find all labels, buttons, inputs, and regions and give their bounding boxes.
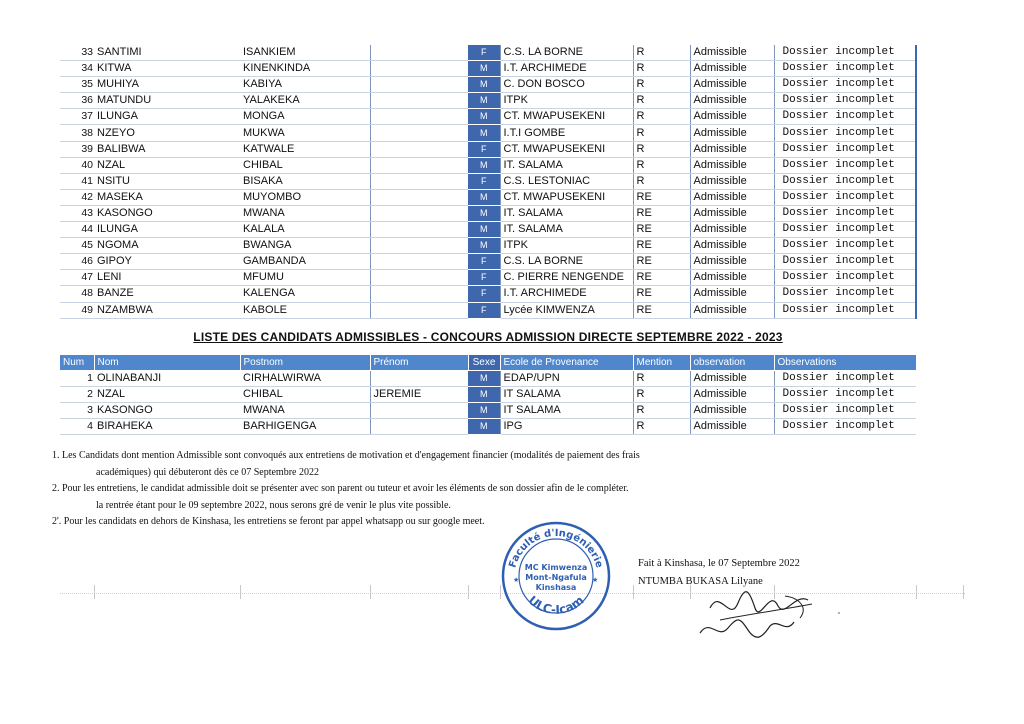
header-postnom: Postnom	[240, 355, 370, 371]
row-observations: Dossier incomplet	[774, 270, 916, 286]
row-ecole: IT. SALAMA	[500, 222, 633, 238]
row-num: 48	[60, 286, 94, 302]
row-nom: NGOMA	[94, 238, 240, 254]
row-mention: R	[633, 371, 690, 387]
row-nom: KASONGO	[94, 403, 240, 419]
row-observations: Dossier incomplet	[774, 61, 916, 77]
row-ecole: C. DON BOSCO	[500, 77, 633, 93]
row-ecole: IT SALAMA	[500, 403, 633, 419]
row-mention: R	[633, 387, 690, 403]
row-postnom: KABIYA	[240, 77, 370, 93]
divider-tick	[633, 585, 634, 599]
row-postnom: MUYOMBO	[240, 189, 370, 205]
table-row	[60, 419, 916, 435]
row-num: 42	[60, 189, 94, 205]
row-postnom: KALENGA	[240, 286, 370, 302]
table-row	[60, 387, 916, 403]
table-row	[60, 371, 916, 387]
row-mention: R	[633, 45, 690, 61]
table-row	[60, 254, 916, 270]
stamp-star-icon: ★	[513, 577, 520, 584]
row-observation: Admissible	[690, 141, 774, 157]
row-sexe: F	[468, 302, 500, 318]
table-row	[60, 238, 916, 254]
row-ecole: CT. MWAPUSEKENI	[500, 141, 633, 157]
row-observation: Admissible	[690, 403, 774, 419]
row-num: 49	[60, 302, 94, 318]
notes-block	[52, 448, 812, 531]
row-num: 43	[60, 205, 94, 221]
row-sexe: F	[468, 270, 500, 286]
row-nom: KASONGO	[94, 205, 240, 221]
row-num: 40	[60, 157, 94, 173]
row-ecole: IT SALAMA	[500, 387, 633, 403]
row-ecole: CT. MWAPUSEKENI	[500, 109, 633, 125]
row-observation: Admissible	[690, 238, 774, 254]
row-postnom: CHIBAL	[240, 157, 370, 173]
row-sexe: F	[468, 286, 500, 302]
row-mention: R	[633, 109, 690, 125]
row-ecole: IT. SALAMA	[500, 205, 633, 221]
row-num: 47	[60, 270, 94, 286]
signatory-name: NTUMBA BUKASA Lilyane	[638, 576, 763, 587]
row-prenom	[370, 254, 468, 270]
candidates-table-continued	[60, 45, 917, 319]
stamp-star-icon: ★	[592, 577, 599, 584]
table-row	[60, 205, 916, 221]
table-row	[60, 286, 916, 302]
row-prenom	[370, 286, 468, 302]
row-sexe: M	[468, 205, 500, 221]
row-observation: Admissible	[690, 45, 774, 61]
row-mention: R	[633, 77, 690, 93]
row-nom: ILUNGA	[94, 222, 240, 238]
row-prenom	[370, 189, 468, 205]
row-sexe: F	[468, 141, 500, 157]
header-prenom: Prénom	[370, 355, 468, 371]
row-prenom: JEREMIE	[370, 387, 468, 403]
divider-tick	[916, 585, 917, 599]
row-num: 3	[60, 403, 94, 419]
row-observation: Admissible	[690, 286, 774, 302]
row-postnom: KINENKINDA	[240, 61, 370, 77]
row-postnom: BARHIGENGA	[240, 419, 370, 435]
stamp-line-2: Mont-Ngafula	[525, 573, 587, 582]
note-3: 2'. Pour les candidats en dehors de Kinshasa, les entretiens se feront par appel whatsapp ou sur google meet.	[52, 516, 485, 527]
stamp-top-text: Faculté d'Ingénierie	[507, 527, 605, 570]
row-observation: Admissible	[690, 61, 774, 77]
row-observations: Dossier incomplet	[774, 371, 916, 387]
row-mention: R	[633, 93, 690, 109]
row-postnom: KATWALE	[240, 141, 370, 157]
row-mention: R	[633, 125, 690, 141]
row-sexe: F	[468, 173, 500, 189]
row-num: 35	[60, 77, 94, 93]
row-ecole: C.S. LA BORNE	[500, 254, 633, 270]
row-prenom	[370, 205, 468, 221]
note-1: 1. Les Candidats dont mention Admissible sont convoqués aux entretiens de motivation et d'engagement financier (modalités de paiement des frais	[52, 450, 640, 461]
row-postnom: CIRHALWIRWA	[240, 371, 370, 387]
row-postnom: KABOLE	[240, 302, 370, 318]
header-num: Num	[60, 355, 94, 371]
scan-speck	[838, 612, 840, 614]
stamp-line-1: MC Kimwenza	[524, 563, 588, 572]
row-num: 34	[60, 61, 94, 77]
row-postnom: KALALA	[240, 222, 370, 238]
row-mention: R	[633, 403, 690, 419]
row-num: 33	[60, 45, 94, 61]
table-row	[60, 189, 916, 205]
row-postnom: MUKWA	[240, 125, 370, 141]
row-ecole: C.S. LA BORNE	[500, 45, 633, 61]
row-observation: Admissible	[690, 302, 774, 318]
note-1-cont: académiques) qui débuteront dès ce 07 Septembre 2022	[96, 466, 319, 478]
row-mention: R	[633, 61, 690, 77]
row-sexe: M	[468, 93, 500, 109]
row-observations: Dossier incomplet	[774, 403, 916, 419]
row-num: 2	[60, 387, 94, 403]
row-prenom	[370, 109, 468, 125]
header-observation: observation	[690, 355, 774, 371]
row-observation: Admissible	[690, 222, 774, 238]
row-ecole: I.T. ARCHIMEDE	[500, 286, 633, 302]
row-postnom: MFUMU	[240, 270, 370, 286]
table-row	[60, 141, 916, 157]
row-sexe: M	[468, 109, 500, 125]
row-nom: LENI	[94, 270, 240, 286]
divider-tick	[370, 585, 371, 599]
row-ecole: Lycée KIMWENZA	[500, 302, 633, 318]
row-nom: NZEYO	[94, 125, 240, 141]
row-postnom: MWANA	[240, 205, 370, 221]
faculty-stamp	[500, 520, 612, 632]
row-sexe: M	[468, 419, 500, 435]
row-postnom: MONGA	[240, 109, 370, 125]
row-nom: SANTIMI	[94, 45, 240, 61]
row-mention: R	[633, 141, 690, 157]
table-row	[60, 93, 916, 109]
row-observation: Admissible	[690, 77, 774, 93]
row-postnom: ISANKIEM	[240, 45, 370, 61]
row-prenom	[370, 238, 468, 254]
row-observations: Dossier incomplet	[774, 286, 916, 302]
row-nom: GIPOY	[94, 254, 240, 270]
place-date: Fait à Kinshasa, le 07 Septembre 2022	[638, 558, 800, 569]
row-mention: RE	[633, 254, 690, 270]
table-row	[60, 173, 916, 189]
divider-tick	[94, 585, 95, 599]
row-sexe: M	[468, 125, 500, 141]
row-num: 4	[60, 419, 94, 435]
row-postnom: MWANA	[240, 403, 370, 419]
table-header-row	[60, 355, 916, 371]
row-observations: Dossier incomplet	[774, 254, 916, 270]
row-num: 44	[60, 222, 94, 238]
row-ecole: I.T.I GOMBE	[500, 125, 633, 141]
row-num: 38	[60, 125, 94, 141]
row-num: 46	[60, 254, 94, 270]
row-prenom	[370, 222, 468, 238]
header-ecole: Ecole de Provenance	[500, 355, 633, 371]
row-observations: Dossier incomplet	[774, 302, 916, 318]
row-nom: BIRAHEKA	[94, 419, 240, 435]
row-nom: NSITU	[94, 173, 240, 189]
row-observations: Dossier incomplet	[774, 77, 916, 93]
row-ecole: C.S. LESTONIAC	[500, 173, 633, 189]
row-observation: Admissible	[690, 125, 774, 141]
row-observations: Dossier incomplet	[774, 419, 916, 435]
row-observations: Dossier incomplet	[774, 387, 916, 403]
row-nom: NZAL	[94, 387, 240, 403]
stamp-line-3: Kinshasa	[535, 583, 577, 592]
note-2: 2. Pour les entretiens, le candidat admissible doit se présenter avec son parent ou tuteur et avoir les éléments de son dossier afin de le compléter.	[52, 483, 629, 494]
row-prenom	[370, 141, 468, 157]
header-sexe: Sexe	[468, 355, 500, 371]
stamp-bottom-text: ULC-Icam	[525, 592, 587, 617]
table-row	[60, 45, 916, 61]
section-title: LISTE DES CANDIDATS ADMISSIBLES - CONCOURS ADMISSION DIRECTE SEPTEMBRE 2022 - 2023	[193, 330, 783, 344]
row-ecole: ITPK	[500, 238, 633, 254]
row-sexe: F	[468, 254, 500, 270]
row-observation: Admissible	[690, 157, 774, 173]
row-nom: MASEKA	[94, 189, 240, 205]
row-sexe: M	[468, 371, 500, 387]
row-sexe: M	[468, 189, 500, 205]
table-row	[60, 270, 916, 286]
row-sexe: M	[468, 77, 500, 93]
row-sexe: M	[468, 61, 500, 77]
row-observation: Admissible	[690, 205, 774, 221]
row-observation: Admissible	[690, 371, 774, 387]
row-ecole: C. PIERRE NENGENDE	[500, 270, 633, 286]
row-observations: Dossier incomplet	[774, 45, 916, 61]
row-observations: Dossier incomplet	[774, 173, 916, 189]
row-prenom	[370, 61, 468, 77]
divider-tick	[963, 585, 964, 599]
row-ecole: IPG	[500, 419, 633, 435]
row-mention: RE	[633, 189, 690, 205]
row-nom: OLINABANJI	[94, 371, 240, 387]
divider-tick	[240, 585, 241, 599]
row-observation: Admissible	[690, 109, 774, 125]
row-observation: Admissible	[690, 387, 774, 403]
row-observations: Dossier incomplet	[774, 109, 916, 125]
row-mention: R	[633, 419, 690, 435]
row-sexe: M	[468, 387, 500, 403]
row-sexe: M	[468, 403, 500, 419]
row-observation: Admissible	[690, 93, 774, 109]
row-num: 41	[60, 173, 94, 189]
row-prenom	[370, 93, 468, 109]
row-ecole: IT. SALAMA	[500, 157, 633, 173]
table-row	[60, 77, 916, 93]
divider-tick	[468, 585, 469, 599]
row-postnom: BWANGA	[240, 238, 370, 254]
row-nom: NZAMBWA	[94, 302, 240, 318]
row-prenom	[370, 270, 468, 286]
row-observation: Admissible	[690, 173, 774, 189]
row-observations: Dossier incomplet	[774, 238, 916, 254]
row-prenom	[370, 371, 468, 387]
row-prenom	[370, 77, 468, 93]
table-row	[60, 61, 916, 77]
row-observation: Admissible	[690, 419, 774, 435]
row-mention: RE	[633, 205, 690, 221]
row-num: 39	[60, 141, 94, 157]
direct-admission-table	[60, 355, 917, 435]
table-row	[60, 302, 916, 318]
row-nom: BANZE	[94, 286, 240, 302]
row-mention: RE	[633, 238, 690, 254]
row-postnom: GAMBANDA	[240, 254, 370, 270]
note-2-cont: la rentrée étant pour le 09 septembre 2022, nous serons gré de venir le plus vite possible.	[96, 499, 451, 511]
row-mention: RE	[633, 270, 690, 286]
table-row	[60, 403, 916, 419]
row-sexe: F	[468, 45, 500, 61]
header-observations: Observations	[774, 355, 916, 371]
row-observation: Admissible	[690, 270, 774, 286]
row-ecole: CT. MWAPUSEKENI	[500, 189, 633, 205]
row-mention: RE	[633, 302, 690, 318]
row-nom: MUHIYA	[94, 77, 240, 93]
row-mention: RE	[633, 286, 690, 302]
row-observations: Dossier incomplet	[774, 141, 916, 157]
row-mention: RE	[633, 222, 690, 238]
row-prenom	[370, 45, 468, 61]
row-nom: NZAL	[94, 157, 240, 173]
row-observation: Admissible	[690, 254, 774, 270]
row-sexe: M	[468, 238, 500, 254]
row-prenom	[370, 125, 468, 141]
row-ecole: EDAP/UPN	[500, 371, 633, 387]
row-sexe: M	[468, 222, 500, 238]
row-num: 1	[60, 371, 94, 387]
row-observations: Dossier incomplet	[774, 222, 916, 238]
row-prenom	[370, 157, 468, 173]
row-prenom	[370, 302, 468, 318]
row-mention: R	[633, 157, 690, 173]
row-sexe: M	[468, 157, 500, 173]
table-row	[60, 125, 916, 141]
handwritten-signature	[690, 578, 820, 648]
row-nom: BALIBWA	[94, 141, 240, 157]
row-observations: Dossier incomplet	[774, 205, 916, 221]
row-mention: R	[633, 173, 690, 189]
row-postnom: CHIBAL	[240, 387, 370, 403]
row-postnom: BISAKA	[240, 173, 370, 189]
row-postnom: YALAKEKA	[240, 93, 370, 109]
row-num: 45	[60, 238, 94, 254]
row-observation: Admissible	[690, 189, 774, 205]
table-row	[60, 109, 916, 125]
row-prenom	[370, 419, 468, 435]
row-ecole: I.T. ARCHIMEDE	[500, 61, 633, 77]
row-observations: Dossier incomplet	[774, 125, 916, 141]
row-num: 37	[60, 109, 94, 125]
row-ecole: ITPK	[500, 93, 633, 109]
header-mention: Mention	[633, 355, 690, 371]
table-row	[60, 157, 916, 173]
row-nom: MATUNDU	[94, 93, 240, 109]
row-observations: Dossier incomplet	[774, 157, 916, 173]
row-observations: Dossier incomplet	[774, 189, 916, 205]
row-nom: KITWA	[94, 61, 240, 77]
row-num: 36	[60, 93, 94, 109]
row-prenom	[370, 173, 468, 189]
header-nom: Nom	[94, 355, 240, 371]
row-prenom	[370, 403, 468, 419]
row-observations: Dossier incomplet	[774, 93, 916, 109]
table-row	[60, 222, 916, 238]
row-nom: ILUNGA	[94, 109, 240, 125]
